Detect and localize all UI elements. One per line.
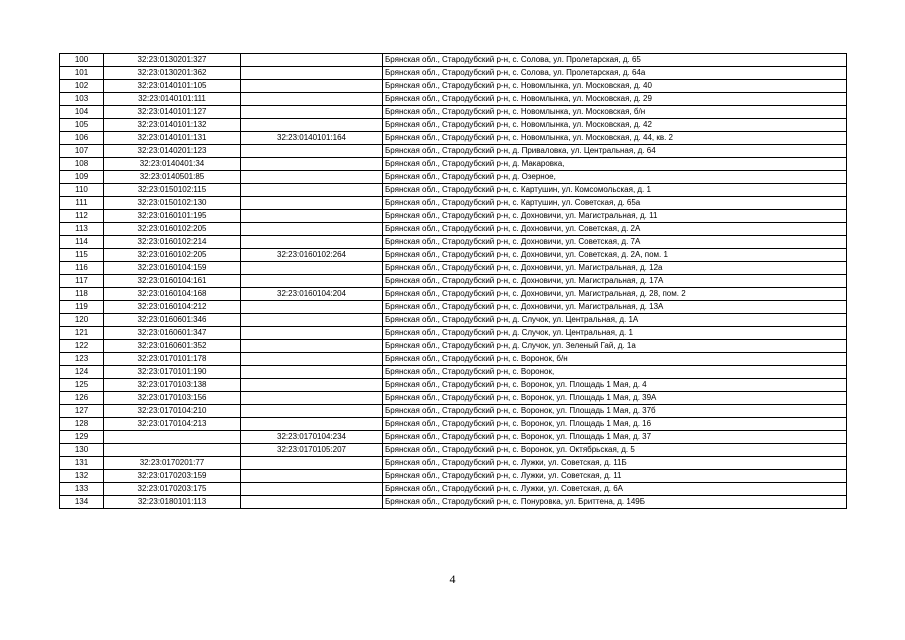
address-cell: Брянская обл., Стародубский р-н, с. Воронок, ул. Площадь 1 Мая, д. 37	[383, 431, 847, 444]
table-row	[60, 184, 847, 197]
linked-cadastral-number-cell: 32:23:0140101:164	[241, 132, 383, 145]
linked-cadastral-number-cell	[241, 470, 383, 483]
linked-cadastral-number-cell	[241, 275, 383, 288]
table-row	[60, 314, 847, 327]
address-cell: Брянская обл., Стародубский р-н, с. Дохновичи, ул. Магистральная, д. 28, пом. 2	[383, 288, 847, 301]
linked-cadastral-number-cell	[241, 236, 383, 249]
address-cell: Брянская обл., Стародубский р-н, с. Дохновичи, ул. Магистральная, д. 12а	[383, 262, 847, 275]
row-number-cell: 111	[60, 197, 104, 210]
row-number-cell: 124	[60, 366, 104, 379]
linked-cadastral-number-cell	[241, 145, 383, 158]
address-cell: Брянская обл., Стародубский р-н, д. Приваловка, ул. Центральная, д. 64	[383, 145, 847, 158]
address-cell: Брянская обл., Стародубский р-н, с. Новомлынка, ул. Московская, б/н	[383, 106, 847, 119]
row-number-cell: 108	[60, 158, 104, 171]
linked-cadastral-number-cell	[241, 210, 383, 223]
table-row	[60, 392, 847, 405]
linked-cadastral-number-cell	[241, 158, 383, 171]
row-number-cell: 123	[60, 353, 104, 366]
row-number-cell: 112	[60, 210, 104, 223]
cadastral-number-cell: 32:23:0170104:213	[104, 418, 241, 431]
row-number-cell: 118	[60, 288, 104, 301]
row-number-cell: 100	[60, 54, 104, 67]
table-row	[60, 197, 847, 210]
address-cell: Брянская обл., Стародубский р-н, с. Дохновичи, ул. Магистральная, д. 11	[383, 210, 847, 223]
row-number-cell: 127	[60, 405, 104, 418]
address-cell: Брянская обл., Стародубский р-н, с. Воронок, ул. Площадь 1 Мая, д. 4	[383, 379, 847, 392]
cadastral-number-cell: 32:23:0140101:105	[104, 80, 241, 93]
table-row	[60, 444, 847, 457]
table-row	[60, 301, 847, 314]
address-cell: Брянская обл., Стародубский р-н, с. Лужки, ул. Советская, д. 11	[383, 470, 847, 483]
address-cell: Брянская обл., Стародубский р-н, с. Солова, ул. Пролетарская, д. 65	[383, 54, 847, 67]
table-row	[60, 327, 847, 340]
address-cell: Брянская обл., Стародубский р-н, с. Дохновичи, ул. Магистральная, д. 17А	[383, 275, 847, 288]
cadastral-number-cell: 32:23:0160601:352	[104, 340, 241, 353]
linked-cadastral-number-cell: 32:23:0160102:264	[241, 249, 383, 262]
row-number-cell: 119	[60, 301, 104, 314]
linked-cadastral-number-cell	[241, 171, 383, 184]
row-number-cell: 132	[60, 470, 104, 483]
address-cell: Брянская обл., Стародубский р-н, д. Озерное,	[383, 171, 847, 184]
row-number-cell: 125	[60, 379, 104, 392]
cadastral-number-cell: 32:23:0140101:131	[104, 132, 241, 145]
table-row	[60, 80, 847, 93]
row-number-cell: 105	[60, 119, 104, 132]
row-number-cell: 102	[60, 80, 104, 93]
linked-cadastral-number-cell	[241, 67, 383, 80]
cadastral-number-cell: 32:23:0160101:195	[104, 210, 241, 223]
table-row	[60, 262, 847, 275]
table-row	[60, 119, 847, 132]
address-cell: Брянская обл., Стародубский р-н, с. Дохновичи, ул. Советская, д. 2А, пом. 1	[383, 249, 847, 262]
linked-cadastral-number-cell	[241, 301, 383, 314]
cadastral-number-cell: 32:23:0170101:178	[104, 353, 241, 366]
row-number-cell: 126	[60, 392, 104, 405]
row-number-cell: 110	[60, 184, 104, 197]
linked-cadastral-number-cell	[241, 184, 383, 197]
table-row	[60, 210, 847, 223]
table-row	[60, 457, 847, 470]
table-row	[60, 249, 847, 262]
cadastral-number-cell: 32:23:0150102:130	[104, 197, 241, 210]
table-row	[60, 288, 847, 301]
address-cell: Брянская обл., Стародубский р-н, д. Случок, ул. Центральная, д. 1	[383, 327, 847, 340]
row-number-cell: 109	[60, 171, 104, 184]
table-row	[60, 67, 847, 80]
linked-cadastral-number-cell	[241, 340, 383, 353]
table-row	[60, 366, 847, 379]
cadastral-number-cell: 32:23:0160102:205	[104, 223, 241, 236]
linked-cadastral-number-cell	[241, 106, 383, 119]
cadastral-number-cell: 32:23:0130201:327	[104, 54, 241, 67]
table-row	[60, 405, 847, 418]
row-number-cell: 129	[60, 431, 104, 444]
property-registry-table	[59, 53, 847, 509]
linked-cadastral-number-cell: 32:23:0170105:207	[241, 444, 383, 457]
cadastral-number-cell: 32:23:0160102:214	[104, 236, 241, 249]
linked-cadastral-number-cell	[241, 418, 383, 431]
address-cell: Брянская обл., Стародубский р-н, с. Воронок, ул. Октябрьская, д. 5	[383, 444, 847, 457]
row-number-cell: 107	[60, 145, 104, 158]
row-number-cell: 130	[60, 444, 104, 457]
row-number-cell: 121	[60, 327, 104, 340]
linked-cadastral-number-cell	[241, 496, 383, 509]
linked-cadastral-number-cell	[241, 392, 383, 405]
cadastral-number-cell: 32:23:0160104:161	[104, 275, 241, 288]
cadastral-number-cell	[104, 444, 241, 457]
row-number-cell: 115	[60, 249, 104, 262]
table-row	[60, 470, 847, 483]
table-row	[60, 340, 847, 353]
table-row	[60, 275, 847, 288]
cadastral-number-cell: 32:23:0170101:190	[104, 366, 241, 379]
linked-cadastral-number-cell	[241, 327, 383, 340]
table-row	[60, 431, 847, 444]
linked-cadastral-number-cell	[241, 119, 383, 132]
table-row	[60, 145, 847, 158]
linked-cadastral-number-cell	[241, 93, 383, 106]
address-cell: Брянская обл., Стародубский р-н, с. Дохновичи, ул. Советская, д. 2А	[383, 223, 847, 236]
linked-cadastral-number-cell	[241, 379, 383, 392]
row-number-cell: 134	[60, 496, 104, 509]
row-number-cell: 120	[60, 314, 104, 327]
cadastral-number-cell: 32:23:0170103:156	[104, 392, 241, 405]
linked-cadastral-number-cell	[241, 353, 383, 366]
registry-table-body	[60, 54, 847, 509]
address-cell: Брянская обл., Стародубский р-н, с. Лужки, ул. Советская, д. 11Б	[383, 457, 847, 470]
linked-cadastral-number-cell	[241, 366, 383, 379]
table-row	[60, 379, 847, 392]
cadastral-number-cell: 32:23:0160104:159	[104, 262, 241, 275]
cadastral-number-cell: 32:23:0170203:159	[104, 470, 241, 483]
cadastral-number-cell: 32:23:0150102:115	[104, 184, 241, 197]
linked-cadastral-number-cell	[241, 405, 383, 418]
cadastral-number-cell: 32:23:0170104:210	[104, 405, 241, 418]
linked-cadastral-number-cell	[241, 457, 383, 470]
address-cell: Брянская обл., Стародубский р-н, д. Случок, ул. Зеленый Гай, д. 1а	[383, 340, 847, 353]
cadastral-number-cell: 32:23:0140201:123	[104, 145, 241, 158]
row-number-cell: 133	[60, 483, 104, 496]
linked-cadastral-number-cell	[241, 197, 383, 210]
cadastral-number-cell: 32:23:0140101:132	[104, 119, 241, 132]
row-number-cell: 114	[60, 236, 104, 249]
address-cell: Брянская обл., Стародубский р-н, с. Картушин, ул. Советская, д. 65а	[383, 197, 847, 210]
linked-cadastral-number-cell: 32:23:0160104:204	[241, 288, 383, 301]
row-number-cell: 116	[60, 262, 104, 275]
row-number-cell: 128	[60, 418, 104, 431]
linked-cadastral-number-cell	[241, 262, 383, 275]
cadastral-number-cell: 32:23:0170103:138	[104, 379, 241, 392]
row-number-cell: 113	[60, 223, 104, 236]
table-row	[60, 158, 847, 171]
cadastral-number-cell: 32:23:0140501:85	[104, 171, 241, 184]
table-row	[60, 418, 847, 431]
cadastral-number-cell: 32:23:0160102:205	[104, 249, 241, 262]
address-cell: Брянская обл., Стародубский р-н, с. Воронок,	[383, 366, 847, 379]
table-row	[60, 106, 847, 119]
address-cell: Брянская обл., Стародубский р-н, с. Воронок, б/н	[383, 353, 847, 366]
cadastral-number-cell: 32:23:0160104:212	[104, 301, 241, 314]
table-row	[60, 93, 847, 106]
address-cell: Брянская обл., Стародубский р-н, с. Новомлынка, ул. Московская, д. 29	[383, 93, 847, 106]
linked-cadastral-number-cell	[241, 54, 383, 67]
cadastral-number-cell: 32:23:0130201:362	[104, 67, 241, 80]
cadastral-number-cell: 32:23:0140101:111	[104, 93, 241, 106]
table-row	[60, 54, 847, 67]
address-cell: Брянская обл., Стародубский р-н, с. Лужки, ул. Советская, д. 6А	[383, 483, 847, 496]
address-cell: Брянская обл., Стародубский р-н, с. Новомлынка, ул. Московская, д. 44, кв. 2	[383, 132, 847, 145]
linked-cadastral-number-cell	[241, 483, 383, 496]
cadastral-number-cell: 32:23:0140401:34	[104, 158, 241, 171]
address-cell: Брянская обл., Стародубский р-н, д. Случок, ул. Центральная, д. 1А	[383, 314, 847, 327]
linked-cadastral-number-cell	[241, 314, 383, 327]
row-number-cell: 117	[60, 275, 104, 288]
table-row	[60, 132, 847, 145]
linked-cadastral-number-cell	[241, 80, 383, 93]
address-cell: Брянская обл., Стародубский р-н, с. Солова, ул. Пролетарская, д. 64а	[383, 67, 847, 80]
linked-cadastral-number-cell: 32:23:0170104:234	[241, 431, 383, 444]
table-row	[60, 171, 847, 184]
row-number-cell: 101	[60, 67, 104, 80]
cadastral-number-cell: 32:23:0160104:168	[104, 288, 241, 301]
cadastral-number-cell: 32:23:0140101:127	[104, 106, 241, 119]
address-cell: Брянская обл., Стародубский р-н, с. Дохновичи, ул. Магистральная, д. 13А	[383, 301, 847, 314]
address-cell: Брянская обл., Стародубский р-н, с. Понуровка, ул. Бриттена, д. 149Б	[383, 496, 847, 509]
address-cell: Брянская обл., Стародубский р-н, с. Новомлынка, ул. Московская, д. 40	[383, 80, 847, 93]
cadastral-number-cell: 32:23:0170203:175	[104, 483, 241, 496]
table-row	[60, 496, 847, 509]
address-cell: Брянская обл., Стародубский р-н, с. Воронок, ул. Площадь 1 Мая, д. 37б	[383, 405, 847, 418]
table-row	[60, 236, 847, 249]
address-cell: Брянская обл., Стародубский р-н, с. Новомлынка, ул. Московская, д. 42	[383, 119, 847, 132]
address-cell: Брянская обл., Стародубский р-н, с. Воронок, ул. Площадь 1 Мая, д. 16	[383, 418, 847, 431]
cadastral-number-cell: 32:23:0170201:77	[104, 457, 241, 470]
address-cell: Брянская обл., Стародубский р-н, д. Макаровка,	[383, 158, 847, 171]
row-number-cell: 131	[60, 457, 104, 470]
address-cell: Брянская обл., Стародубский р-н, с. Дохновичи, ул. Советская, д. 7А	[383, 236, 847, 249]
row-number-cell: 122	[60, 340, 104, 353]
row-number-cell: 104	[60, 106, 104, 119]
row-number-cell: 106	[60, 132, 104, 145]
cadastral-number-cell: 32:23:0160601:347	[104, 327, 241, 340]
cadastral-number-cell: 32:23:0180101:113	[104, 496, 241, 509]
address-cell: Брянская обл., Стародубский р-н, с. Картушин, ул. Комсомольская, д. 1	[383, 184, 847, 197]
linked-cadastral-number-cell	[241, 223, 383, 236]
cadastral-number-cell: 32:23:0160601:346	[104, 314, 241, 327]
address-cell: Брянская обл., Стародубский р-н, с. Воронок, ул. Площадь 1 Мая, д. 39А	[383, 392, 847, 405]
cadastral-number-cell	[104, 431, 241, 444]
table-row	[60, 353, 847, 366]
page-number: 4	[449, 572, 456, 586]
table-row	[60, 223, 847, 236]
table-row	[60, 483, 847, 496]
row-number-cell: 103	[60, 93, 104, 106]
